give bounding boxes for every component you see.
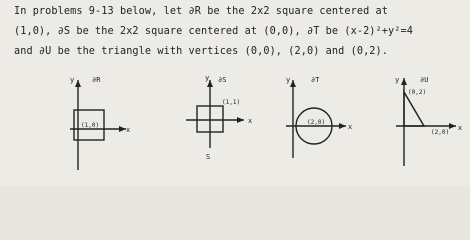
problem-text-line-3: and ∂U be the triangle with vertices (0,0), (2,0) and (0,2). bbox=[14, 46, 389, 57]
figure-r-point-label: (1,0) bbox=[81, 122, 100, 129]
figure-r-y-arrow-icon bbox=[75, 80, 81, 87]
figure-r bbox=[70, 76, 130, 170]
figure-u bbox=[395, 76, 462, 166]
problem-text-line-2: (1,0), ∂S be the 2x2 square centered at (0,0), ∂T be (x-2)²+y²=4 bbox=[14, 26, 413, 37]
figure-t-curve-label: ∂T bbox=[311, 76, 320, 84]
figure-s-y-label: y bbox=[205, 74, 210, 82]
figure-t-x-label: x bbox=[348, 123, 353, 131]
figure-u-y-label: y bbox=[395, 76, 400, 84]
figure-u-triangle bbox=[404, 92, 424, 126]
figure-u-curve-label: ∂U bbox=[420, 76, 429, 84]
figure-r-x-label: x bbox=[126, 126, 131, 134]
figure-s-x-label: x bbox=[248, 117, 253, 125]
figure-s-below-label: S bbox=[206, 153, 211, 161]
figure-t bbox=[286, 76, 352, 158]
figure-s-curve-label: ∂S bbox=[218, 76, 227, 84]
figure-s-x-arrow-icon bbox=[237, 117, 244, 123]
figure-r-curve-label: ∂R bbox=[92, 76, 101, 84]
figure-u-point-top-label: (0,2) bbox=[408, 89, 427, 96]
figure-s bbox=[186, 74, 252, 161]
problem-text-line-1: In problems 9-13 below, let ∂R be the 2x2 square centered at bbox=[14, 6, 389, 17]
figure-u-point-right-label: (2,0) bbox=[431, 129, 450, 136]
figure-t-point-label: (2,0) bbox=[307, 119, 326, 126]
figure-u-x-arrow-icon bbox=[449, 123, 456, 129]
figure-t-y-label: y bbox=[286, 76, 291, 84]
figure-r-x-arrow-icon bbox=[119, 126, 126, 132]
figure-t-x-arrow-icon bbox=[339, 123, 346, 129]
figure-u-x-label: x bbox=[458, 124, 463, 132]
figure-s-point-label: (1,1) bbox=[222, 99, 241, 106]
figure-r-y-label: y bbox=[70, 76, 75, 84]
figure-t-y-arrow-icon bbox=[290, 80, 296, 87]
figure-u-y-arrow-icon bbox=[401, 78, 407, 85]
